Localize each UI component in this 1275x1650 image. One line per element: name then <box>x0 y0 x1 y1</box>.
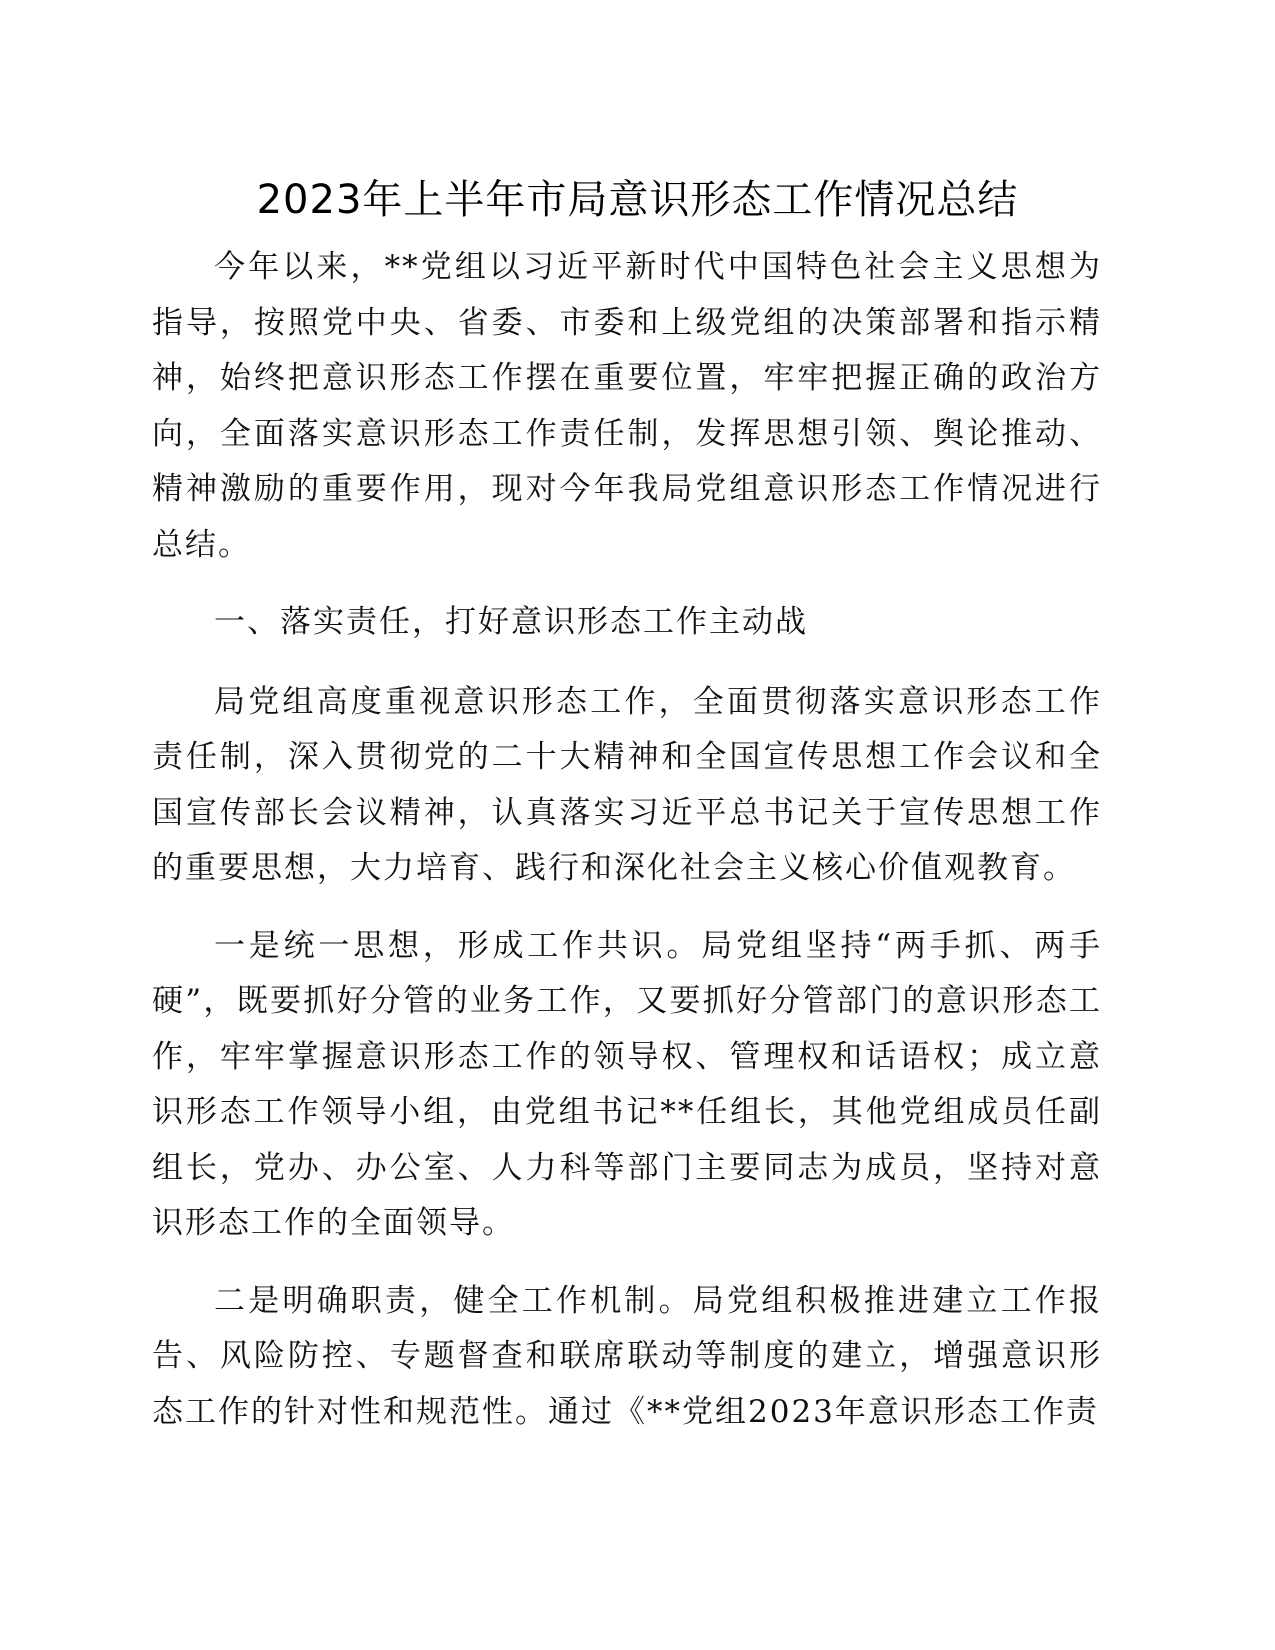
document-title: 2023年上半年市局意识形态工作情况总结 <box>256 177 1019 223</box>
paragraph-point-2: 二是明确职责，健全工作机制。局党组积极推进建立工作报告、风险防控、专题督查和联席联动等制度的建立，增强意识形态工作的针对性和规范性。通过《**党组2023年意识形态工作责 <box>152 1282 1102 1430</box>
paragraph-section-1: 局党组高度重视意识形态工作，全面贯彻落实意识形态工作责任制，深入贯彻党的二十大精神和全国宣传思想工作会议和全国宣传部长会议精神，认真落实习近平总书记关于宣传思想工作的重要思想，大力培育、践行和深化社会主义核心价值观教育。 <box>152 683 1102 886</box>
paragraph-point-1: 一是统一思想，形成工作共识。局党组坚持“两手抓、两手硬”，既要抓好分管的业务工作，又要抓好分管部门的意识形态工作，牢牢掌握意识形态工作的领导权、管理权和话语权；成立意识形态工作领导小组，由党组书记**任组长，其他党组成员任副组长，党办、办公室、人力科等部门主要同志为成员，坚持对意识形态工作的全面领导。 <box>152 927 1102 1241</box>
paragraph-intro: 今年以来，**党组以习近平新时代中国特色社会主义思想为指导，按照党中央、省委、市委和上级党组的决策部署和指示精神，始终把意识形态工作摆在重要位置，牢牢把握正确的政治方向，全面落实意识形态工作责任制，发挥思想引领、舆论推动、精神激励的重要作用，现对今年我局党组意识形态工作情况进行总结。 <box>152 249 1102 563</box>
section-heading-1: 一、落实责任，打好意识形态工作主动战 <box>214 604 808 640</box>
document-body <box>152 240 1102 1462</box>
